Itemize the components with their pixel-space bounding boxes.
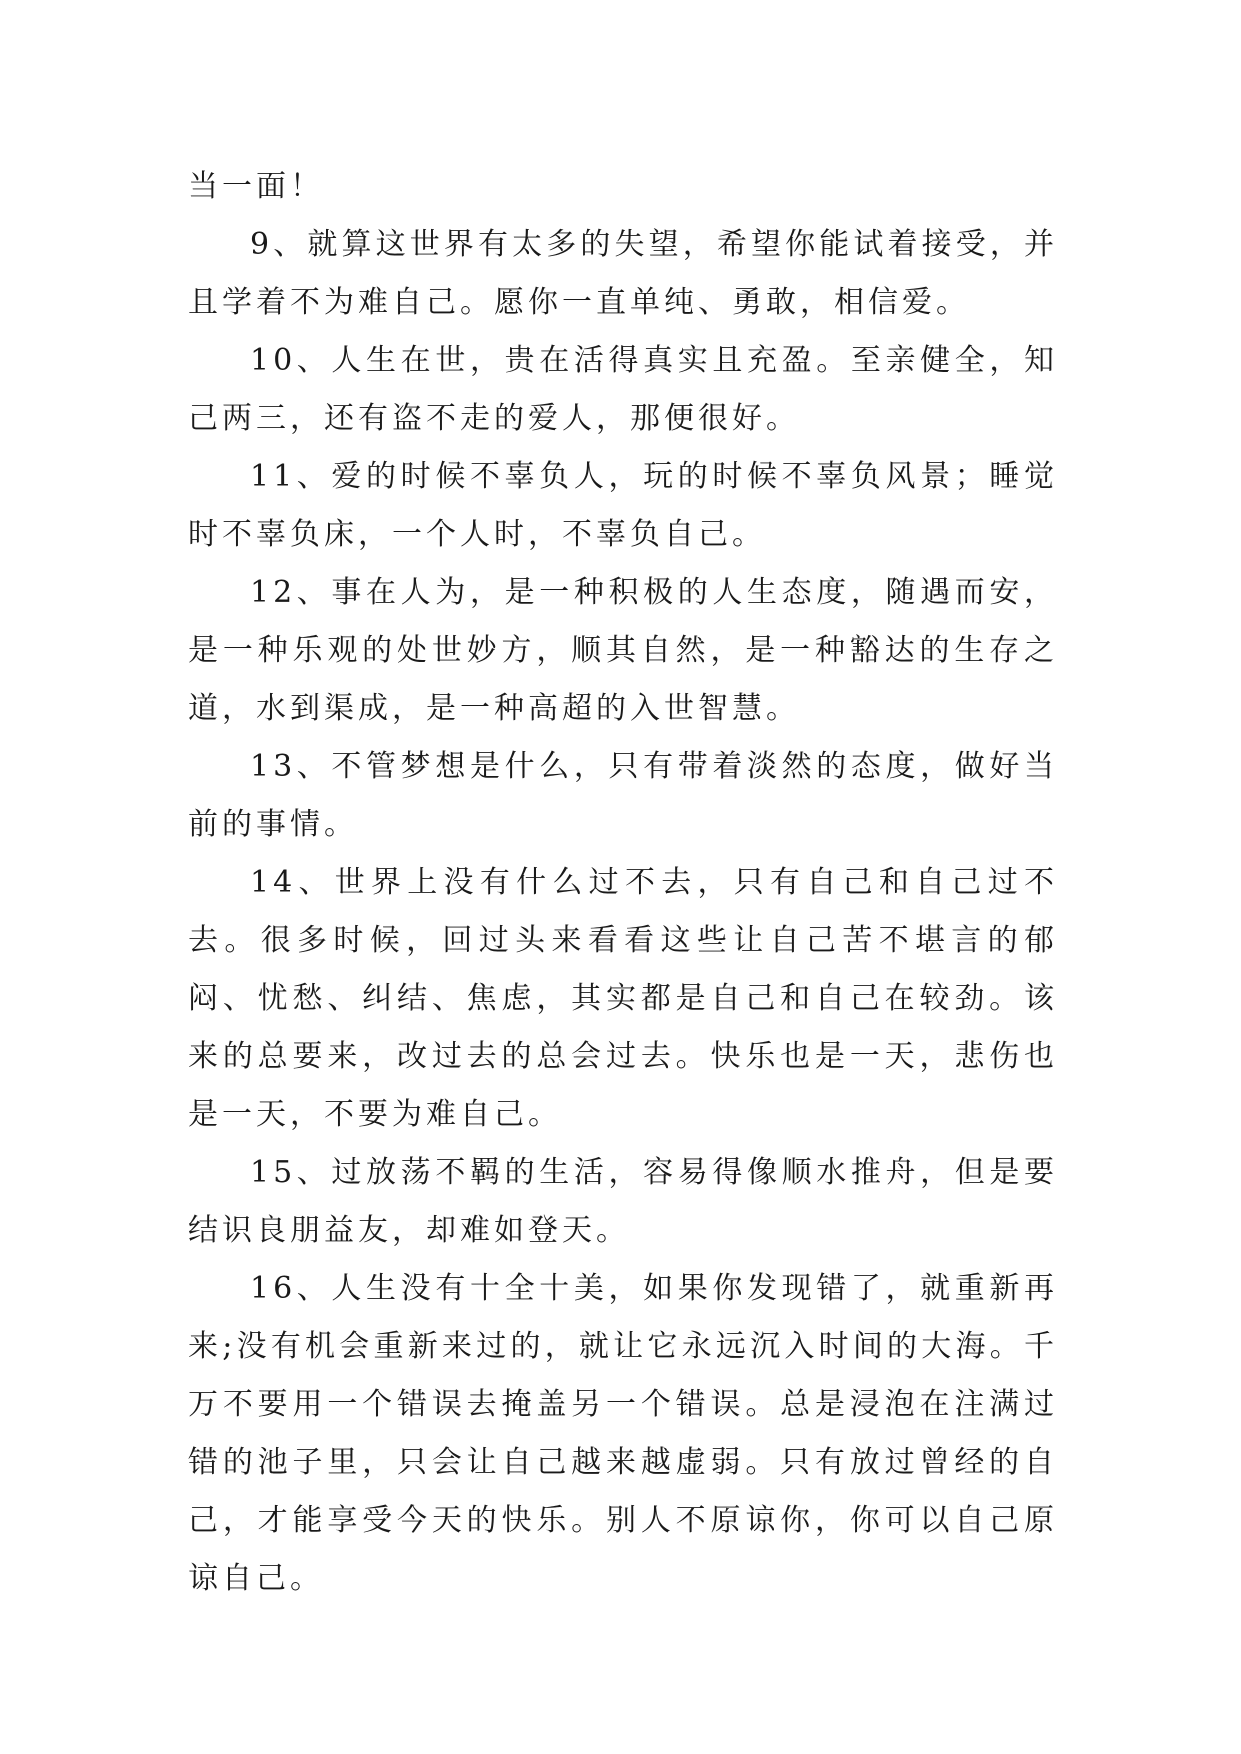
- paragraph-continuation: 当一面！: [188, 169, 324, 204]
- paragraph-item-12: 12、事在人为，是一种积极的人生态度，随遇而安，是一种乐观的处世妙方，顺其自然，是一种豁达的生存之道，水到渠成，是一种高超的入世智慧。: [188, 575, 1058, 726]
- paragraph-item-14: 14、世界上没有什么过不去，只有自己和自己过不去。很多时候，回过头来看看这些让自己苦不堪言的郁闷、忧愁、纠结、焦虑，其实都是自己和自己在较劲。该来的总要来，改过去的总会过去。快乐也是一天，悲伤也是一天，不要为难自己。: [188, 865, 1058, 1132]
- paragraph-item-10: 10、人生在世，贵在活得真实且充盈。至亲健全，知己两三，还有盗不走的爱人，那便很好。: [188, 343, 1058, 436]
- document-body: [188, 158, 1058, 1608]
- paragraph-item-9: 9、就算这世界有太多的失望，希望你能试着接受，并且学着不为难自己。愿你一直单纯、勇敢，相信爱。: [188, 227, 1058, 320]
- paragraph-item-13: 13、不管梦想是什么，只有带着淡然的态度，做好当前的事情。: [188, 749, 1058, 842]
- paragraph-item-15: 15、过放荡不羁的生活，容易得像顺水推舟，但是要结识良朋益友，却难如登天。: [188, 1155, 1058, 1248]
- paragraph-item-16: 16、人生没有十全十美，如果你发现错了，就重新再来;没有机会重新来过的，就让它永远沉入时间的大海。千万不要用一个错误去掩盖另一个错误。总是浸泡在注满过错的池子里，只会让自己越来越虚弱。只有放过曾经的自己，才能享受今天的快乐。别人不原谅你，你可以自己原谅自己。: [188, 1271, 1058, 1596]
- paragraph-item-11: 11、爱的时候不辜负人，玩的时候不辜负风景；睡觉时不辜负床，一个人时，不辜负自己。: [188, 459, 1058, 552]
